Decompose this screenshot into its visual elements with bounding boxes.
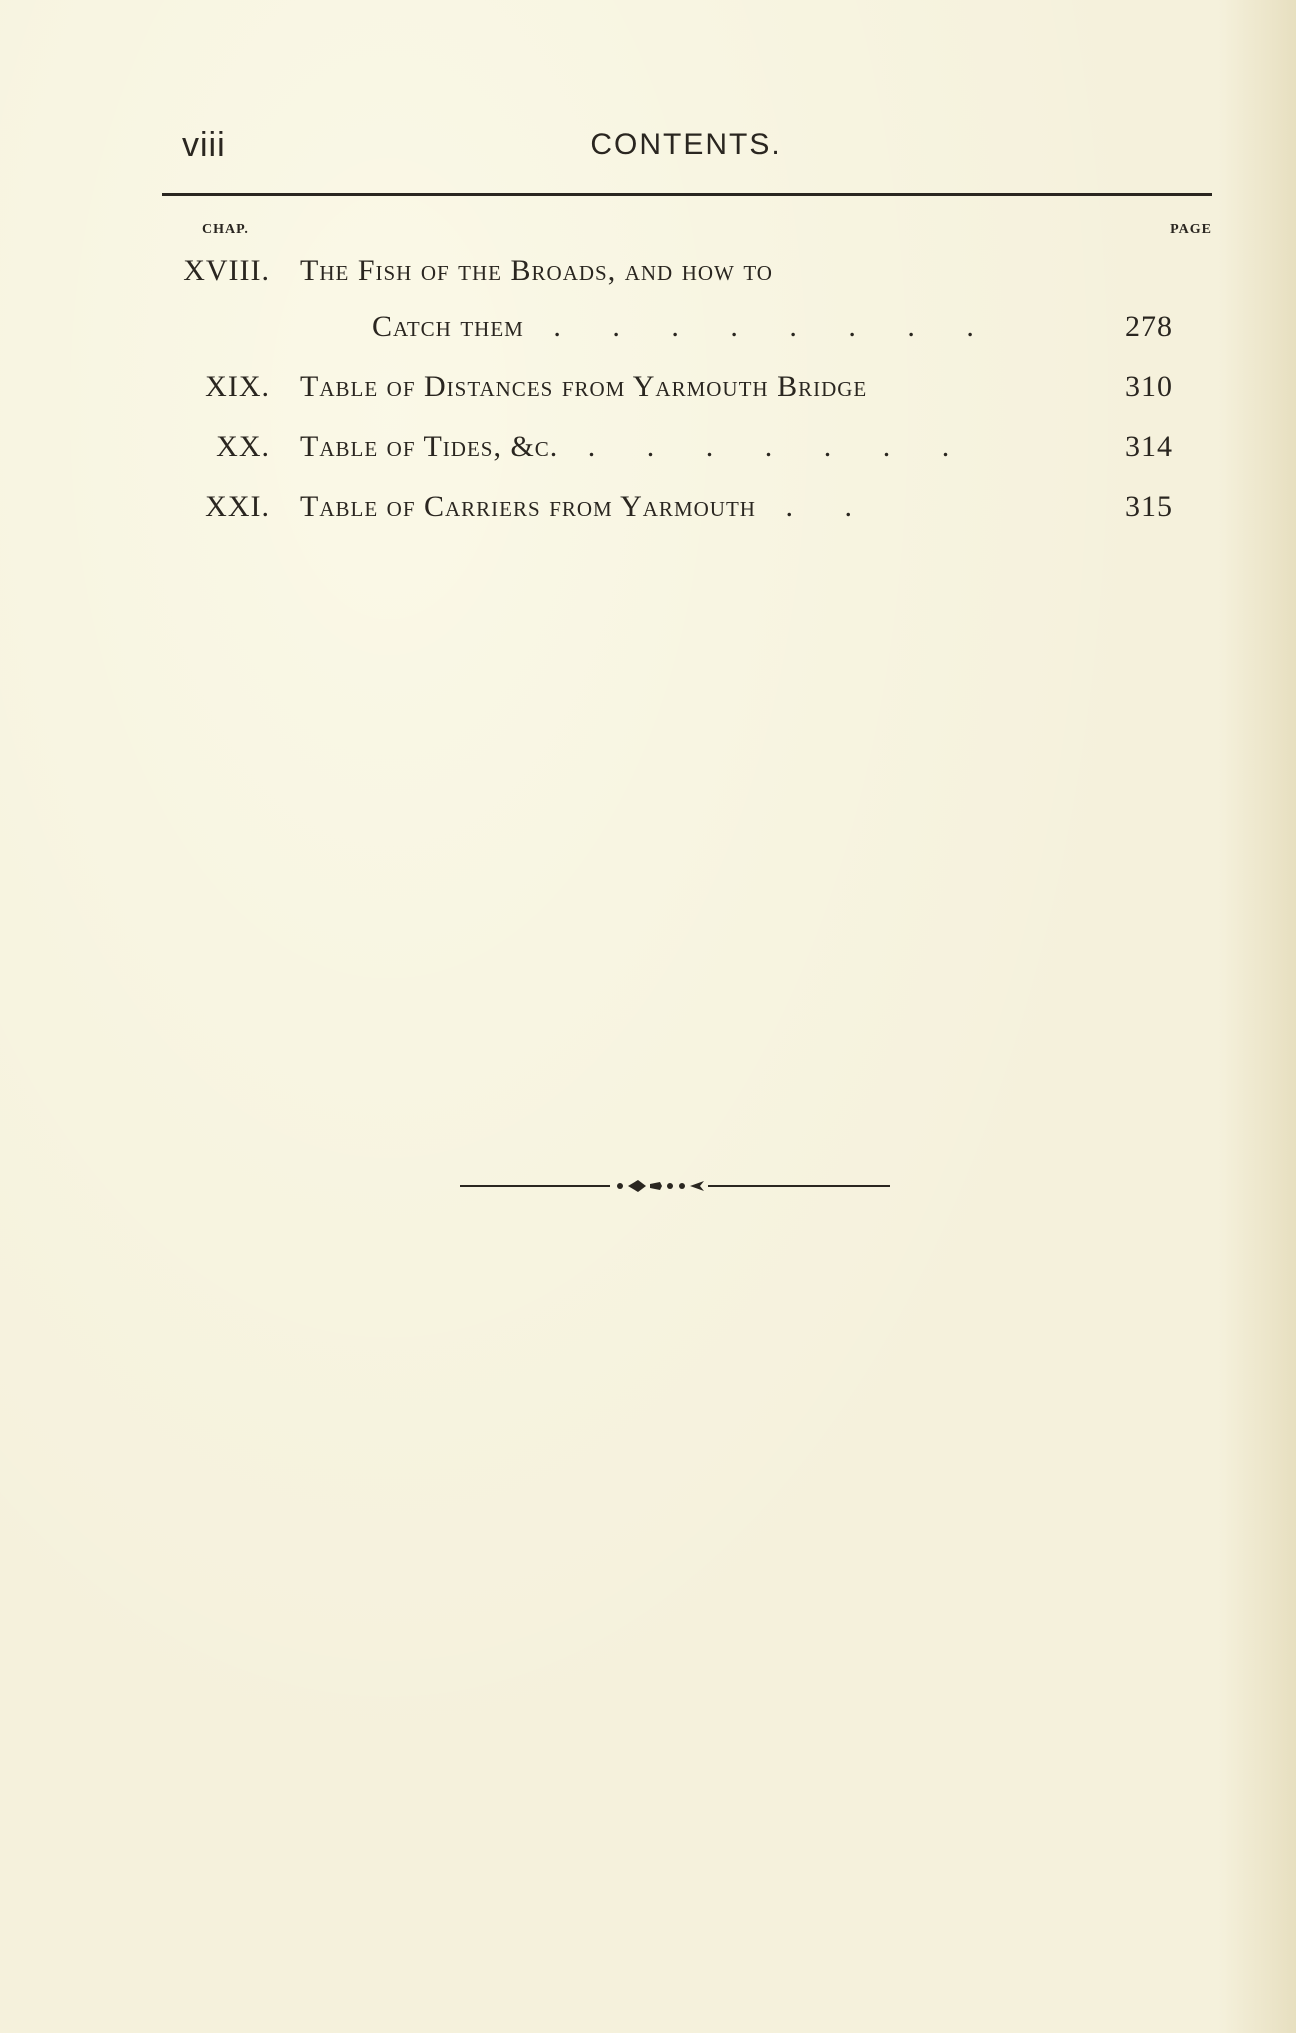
closing-ornament-icon xyxy=(460,1174,890,1198)
chapter-title-continued: Catch them . . . . . . . . xyxy=(372,310,996,343)
page-ref: 310 xyxy=(1125,370,1173,403)
chapter-title: Table of Distances from Yarmouth Bridge xyxy=(300,370,868,403)
contents-entry xyxy=(150,370,1215,430)
contents-entry xyxy=(150,254,1215,370)
chapter-title: Table of Tides, &c. . . . . . . . xyxy=(300,430,972,463)
column-headings xyxy=(160,222,1212,242)
contents-entry xyxy=(150,430,1215,490)
page-header xyxy=(160,122,1212,172)
contents-entry xyxy=(150,490,1215,550)
page-ref: 314 xyxy=(1125,430,1173,463)
chapter-number: XVIII. xyxy=(183,254,270,287)
chapter-title: The Fish of the Broads, and how to xyxy=(300,254,773,287)
page-ref: 278 xyxy=(1125,310,1173,343)
chapter-number: XIX. xyxy=(205,370,270,403)
chapter-title: Table of Carriers from Yarmouth . . xyxy=(300,490,874,523)
chapter-number: XX. xyxy=(216,430,270,463)
header-rule xyxy=(162,193,1212,196)
contents-list xyxy=(150,254,1215,550)
page-column-heading: PAGE xyxy=(1170,222,1212,237)
chapter-number: XXI. xyxy=(205,490,270,523)
page-ref: 315 xyxy=(1125,490,1173,523)
running-head: CONTENTS. xyxy=(590,128,782,161)
chap-column-heading: CHAP. xyxy=(202,222,249,237)
page-number: viii xyxy=(182,126,226,164)
